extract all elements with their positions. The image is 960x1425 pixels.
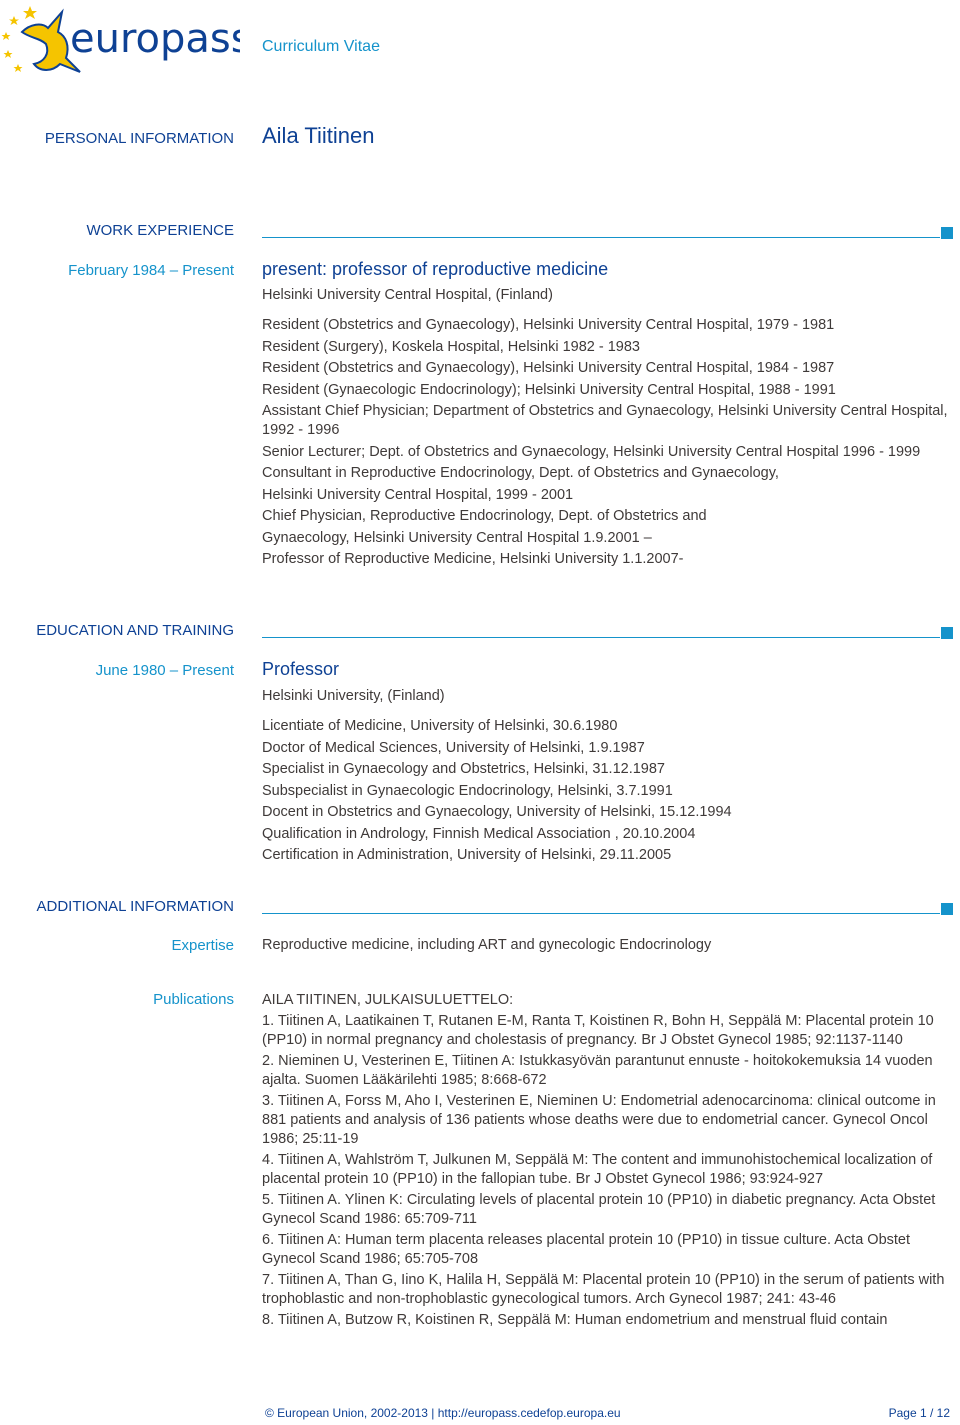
document-title: Curriculum Vitae [262, 38, 380, 55]
education-heading: EDUCATION AND TRAINING [36, 622, 234, 639]
education-line: Certification in Administration, University of Helsinki, 29.11.2005 [262, 847, 672, 863]
logo-wordmark: europass [70, 16, 240, 62]
work-line: Resident (Gynaecologic Endocrinology); Helsinki University Central Hospital, 1988 - 1991 [262, 381, 836, 398]
work-line: Professor of Reproductive Medicine, Helsinki University 1.1.2007- [262, 551, 684, 567]
footer-copyright-link[interactable]: © European Union, 2002-2013 | http://europass.cedefop.europa.eu [265, 1406, 621, 1420]
work-line: Resident (Obstetrics and Gynaecology), Helsinki University Central Hospital, 1979 - 1981 [262, 317, 835, 333]
publication-item: 2. Nieminen U, Vesterinen E, Tiitinen A: Istukkasyövän parantunut ennuste - hoitokokemuksia 14 vuoden ajalta. Suomen Lääkärilehti 1985; 8:668-672 [262, 1053, 933, 1088]
expertise-label: Expertise [171, 937, 234, 954]
page-number: Page 1 / 12 [888, 1406, 950, 1420]
section-rule [262, 237, 940, 238]
work-line: Consultant in Reproductive Endocrinology, Dept. of Obstetrics and Gynaecology, [262, 465, 779, 481]
publications-label: Publications [153, 991, 234, 1008]
education-title: Professor [262, 659, 340, 679]
publication-item: 6. Tiitinen A: Human term placenta releases placental protein 10 (PP10) in tissue culture. Acta Obstet Gynecol Scand 1986; 65:705-708 [262, 1232, 911, 1267]
section-rule [262, 637, 940, 638]
publication-item: 7. Tiitinen A, Than G, Iino K, Halila H, Seppälä M: Placental protein 10 (PP10) in the serum of patients with trophoblastic and non-trophoblastic gynecological tumors. Arch Gynecol 1987; 241: 43-46 [262, 1272, 945, 1307]
education-institution: Helsinki University, (Finland) [262, 688, 445, 704]
work-line: Resident (Obstetrics and Gynaecology), Helsinki University Central Hospital, 1984 - 1987 [262, 360, 835, 376]
work-line: Chief Physician, Reproductive Endocrinology, Dept. of Obstetrics and [262, 508, 707, 524]
work-line: Helsinki University Central Hospital, 1999 - 2001 [262, 486, 574, 503]
work-position-title: present: professor of reproductive medicine [262, 259, 609, 279]
publications-list [262, 991, 952, 1332]
europass-star-figure-icon [0, 2, 240, 78]
work-experience-heading: WORK EXPERIENCE [86, 222, 234, 239]
publication-item: 4. Tiitinen A, Wahlström T, Julkunen M, Seppälä M: The content and immunohistochemical localization of placental protein 10 (PP10) in the fallopian tube. Br J Obstet Gynecol 1986; 93:924-927 [262, 1152, 933, 1187]
work-line: Senior Lecturer; Dept. of Obstetrics and Gynaecology, Helsinki University Central Hospital 1996 - 1999 [262, 443, 921, 460]
section-rule [262, 913, 940, 914]
publication-item: 3. Tiitinen A, Forss M, Aho I, Vesterinen E, Nieminen U: Endometrial adenocarcinoma: clinical outcome in 881 patients and analysis of 136 patients whose deaths were due to endometrial cancer. Gynecol Oncol 1986; 25:11-19 [262, 1093, 936, 1147]
person-name: Aila Tiitinen [262, 123, 375, 148]
europass-logo [0, 2, 240, 78]
work-dates: February 1984 – Present [68, 262, 234, 279]
publication-item: AILA TIITINEN, JULKAISULUETTELO: [262, 992, 514, 1008]
publication-item: 5. Tiitinen A. Ylinen K: Circulating levels of placental protein 10 (PP10) in diabetic pregnancy. Acta Obstet Gynecol Scand 1986: 65:709-711 [262, 1192, 936, 1227]
work-description [262, 316, 952, 572]
additional-information-heading: ADDITIONAL INFORMATION [36, 898, 234, 915]
education-line: Doctor of Medical Sciences, University of Helsinki, 1.9.1987 [262, 739, 645, 756]
expertise-text: Reproductive medicine, including ART and gynecologic Endocrinology [262, 937, 712, 953]
publication-item: 1. Tiitinen A, Laatikainen T, Rutanen E-M, Ranta T, Koistinen R, Bohn H, Seppälä M: Placental protein 10 (PP10) in normal pregnancy and cholestasis of pregnancy. Br J Obstet Gynecol 1985; 92:1137-1140 [262, 1013, 934, 1048]
personal-information-heading: PERSONAL INFORMATION [44, 130, 234, 147]
education-line: Docent in Obstetrics and Gynaecology, University of Helsinki, 15.12.1994 [262, 804, 732, 820]
work-line: Resident (Surgery), Koskela Hospital, Helsinki 1982 - 1983 [262, 338, 640, 355]
education-line: Qualification in Andrology, Finnish Medical Association , 20.10.2004 [262, 825, 696, 842]
work-line: Assistant Chief Physician; Department of Obstetrics and Gynaecology, Helsinki University Central Hospital, 1992 - 1996 [262, 403, 948, 438]
work-line: Gynaecology, Helsinki University Central Hospital 1.9.2001 – [262, 529, 652, 546]
education-line: Specialist in Gynaecology and Obstetrics, Helsinki, 31.12.1987 [262, 761, 665, 777]
work-employer: Helsinki University Central Hospital, (Finland) [262, 287, 553, 303]
publication-item: 8. Tiitinen A, Butzow R, Koistinen R, Seppälä M: Human endometrium and menstrual fluid contain [262, 1312, 888, 1328]
education-line: Licentiate of Medicine, University of Helsinki, 30.6.1980 [262, 718, 618, 734]
section-marker-icon [941, 227, 953, 239]
education-description [262, 717, 952, 868]
education-dates: June 1980 – Present [95, 662, 234, 679]
section-marker-icon [941, 903, 953, 915]
section-marker-icon [941, 627, 953, 639]
education-line: Subspecialist in Gynaecologic Endocrinology, Helsinki, 3.7.1991 [262, 782, 673, 799]
